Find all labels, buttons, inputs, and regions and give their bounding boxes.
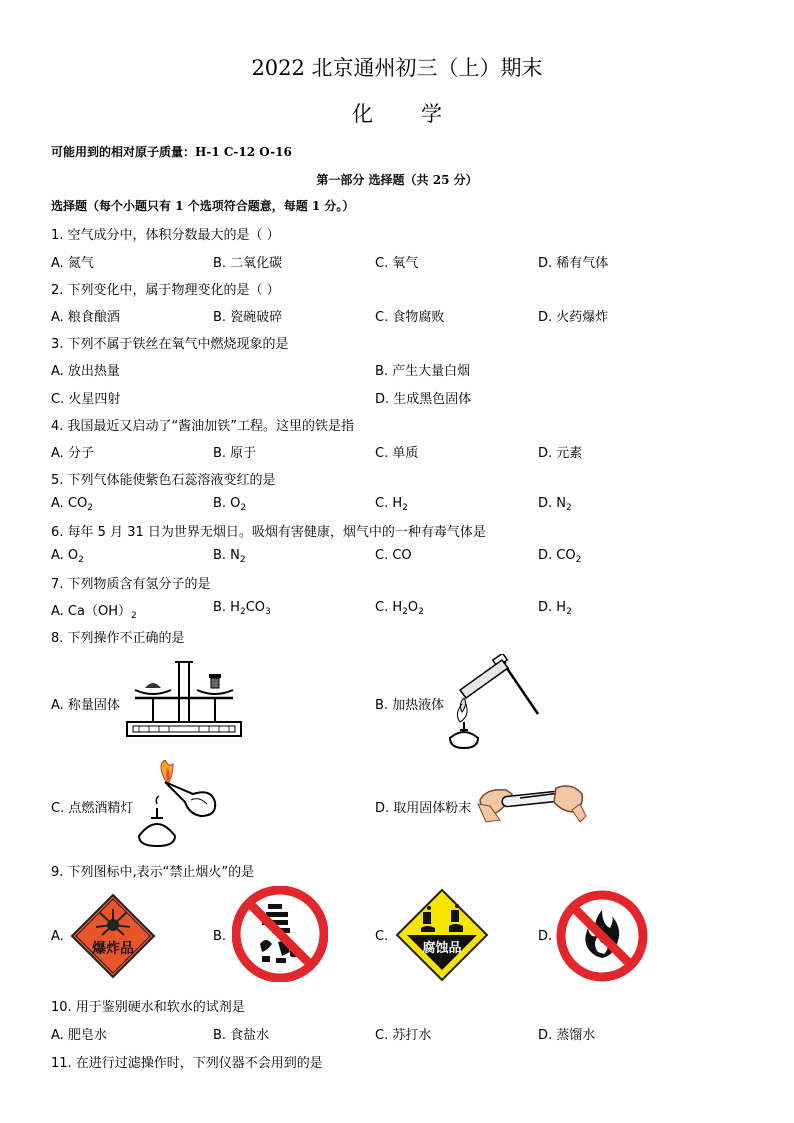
subject-char-1: 化 <box>352 102 373 126</box>
question-1: 1. 空气成分中，体积分数最大的是（ ） <box>51 228 280 243</box>
q4-option-d: D. 元素 <box>538 446 583 461</box>
q3-option-d: D. 生成黑色固体 <box>375 392 472 407</box>
corrosive-label: 腐蚀品 <box>422 941 462 956</box>
question-10: 10. 用于鉴别硬水和软水的试剂是 <box>51 1000 245 1015</box>
question-8: 8. 下列操作不正确的是 <box>51 631 185 646</box>
q1-option-a: A. 氮气 <box>51 256 94 271</box>
q8-option-b: B. 加热液体 <box>375 698 445 713</box>
explosive-label: 爆炸品 <box>92 941 134 957</box>
page-title: 2022 北京通州初三（上）期末 <box>251 56 543 80</box>
q2-option-a: A. 粮食酿酒 <box>51 310 120 325</box>
q6-option-a: A. $O_2$ <box>51 548 84 565</box>
question-5: 5. 下列气体能使紫色石蕊溶液变红的是 <box>51 473 276 488</box>
subject-char-2: 学 <box>421 102 442 126</box>
question-3: 3. 下列不属于铁丝在氧气中燃烧现象的是 <box>51 337 289 352</box>
subject-title <box>0 98 794 128</box>
q5-option-d: D. $N_2$ <box>538 496 572 513</box>
q1-option-d: D. 稀有气体 <box>538 256 609 271</box>
q9-option-a: A. <box>51 929 64 944</box>
balance-scale-illustration <box>125 658 243 740</box>
q10-option-a: A. 肥皂水 <box>51 1028 107 1043</box>
q9-option-d: D. <box>538 929 553 944</box>
explosive-sign-icon <box>70 893 156 979</box>
alcohol-lamp-illustration <box>135 760 219 848</box>
q2-option-c: C. 食物腐败 <box>375 310 445 325</box>
q9-option-b: B. <box>213 929 227 944</box>
q7-option-c: C. $H_2O_2$ <box>375 600 424 617</box>
q10-option-d: D. 蒸馏水 <box>538 1028 596 1043</box>
q4-option-c: C. 单质 <box>375 446 419 461</box>
q7-option-b: B. $H_2CO_3$ <box>213 600 271 617</box>
q7-option-a: A. $Ca(OH)_2$ <box>51 604 137 621</box>
prohibition-sign-b-icon <box>232 886 328 982</box>
q6-option-c: C. CO <box>375 548 412 563</box>
q10-option-c: C. 苏打水 <box>375 1028 432 1043</box>
q2-option-b: B. 瓷碗破碎 <box>213 310 283 325</box>
q2-option-d: D. 火药爆炸 <box>538 310 609 325</box>
question-4: 4. 我国最近又启动了“酱油加铁”工程。这里的铁是指 <box>51 419 355 434</box>
section-title: 第一部分 选择题（共 25 分） <box>316 173 478 187</box>
no-open-flame-sign-icon <box>556 890 648 982</box>
q8-option-c: C. 点燃酒精灯 <box>51 801 134 816</box>
q3-option-b: B. 产生大量白烟 <box>375 364 471 379</box>
q1-option-c: C. 氧气 <box>375 256 419 271</box>
q10-option-b: B. 食盐水 <box>213 1028 270 1043</box>
question-9: 9. 下列图标中,表示“禁止烟火”的是 <box>51 865 255 880</box>
q6-option-b: B. $N_2$ <box>213 548 246 565</box>
q9-option-c: C. <box>375 929 389 944</box>
question-7: 7. 下列物质含有氢分子的是 <box>51 577 211 592</box>
powder-test-tube-illustration <box>476 780 588 826</box>
q4-option-b: B. 原于 <box>213 446 257 461</box>
q3-option-c: C. 火星四射 <box>51 392 121 407</box>
q3-option-a: A. 放出热量 <box>51 364 120 379</box>
atomic-masses: 可能用到的相对原子质量：H-1 C-12 O-16 <box>51 145 292 159</box>
q4-option-a: A. 分子 <box>51 446 94 461</box>
question-6: 6. 每年 5 月 31 日为世界无烟日。吸烟有害健康，烟气中的一种有毒气体是 <box>51 525 486 540</box>
q6-option-d: D. $CO_2$ <box>538 548 582 565</box>
q7-option-d: D. $H_2$ <box>538 600 572 617</box>
question-2: 2. 下列变化中，属于物理变化的是（ ） <box>51 283 280 298</box>
q5-option-b: B. $O_2$ <box>213 496 247 513</box>
q1-option-b: B. 二氧化碳 <box>213 256 283 271</box>
section-instructions: 选择题（每个小题只有 1 个选项符合题意，每题 1 分。） <box>51 199 355 213</box>
q5-option-a: A. $CO_2$ <box>51 496 93 513</box>
q8-option-a: A. 称量固体 <box>51 698 120 713</box>
heating-liquid-illustration <box>448 654 542 750</box>
q5-option-c: C. $H_2$ <box>375 496 408 513</box>
q8-option-d: D. 取用固体粉末 <box>375 801 472 816</box>
question-11: 11. 在进行过滤操作时，下列仪器不会用到的是 <box>51 1056 323 1071</box>
corrosive-sign-icon <box>395 888 489 982</box>
